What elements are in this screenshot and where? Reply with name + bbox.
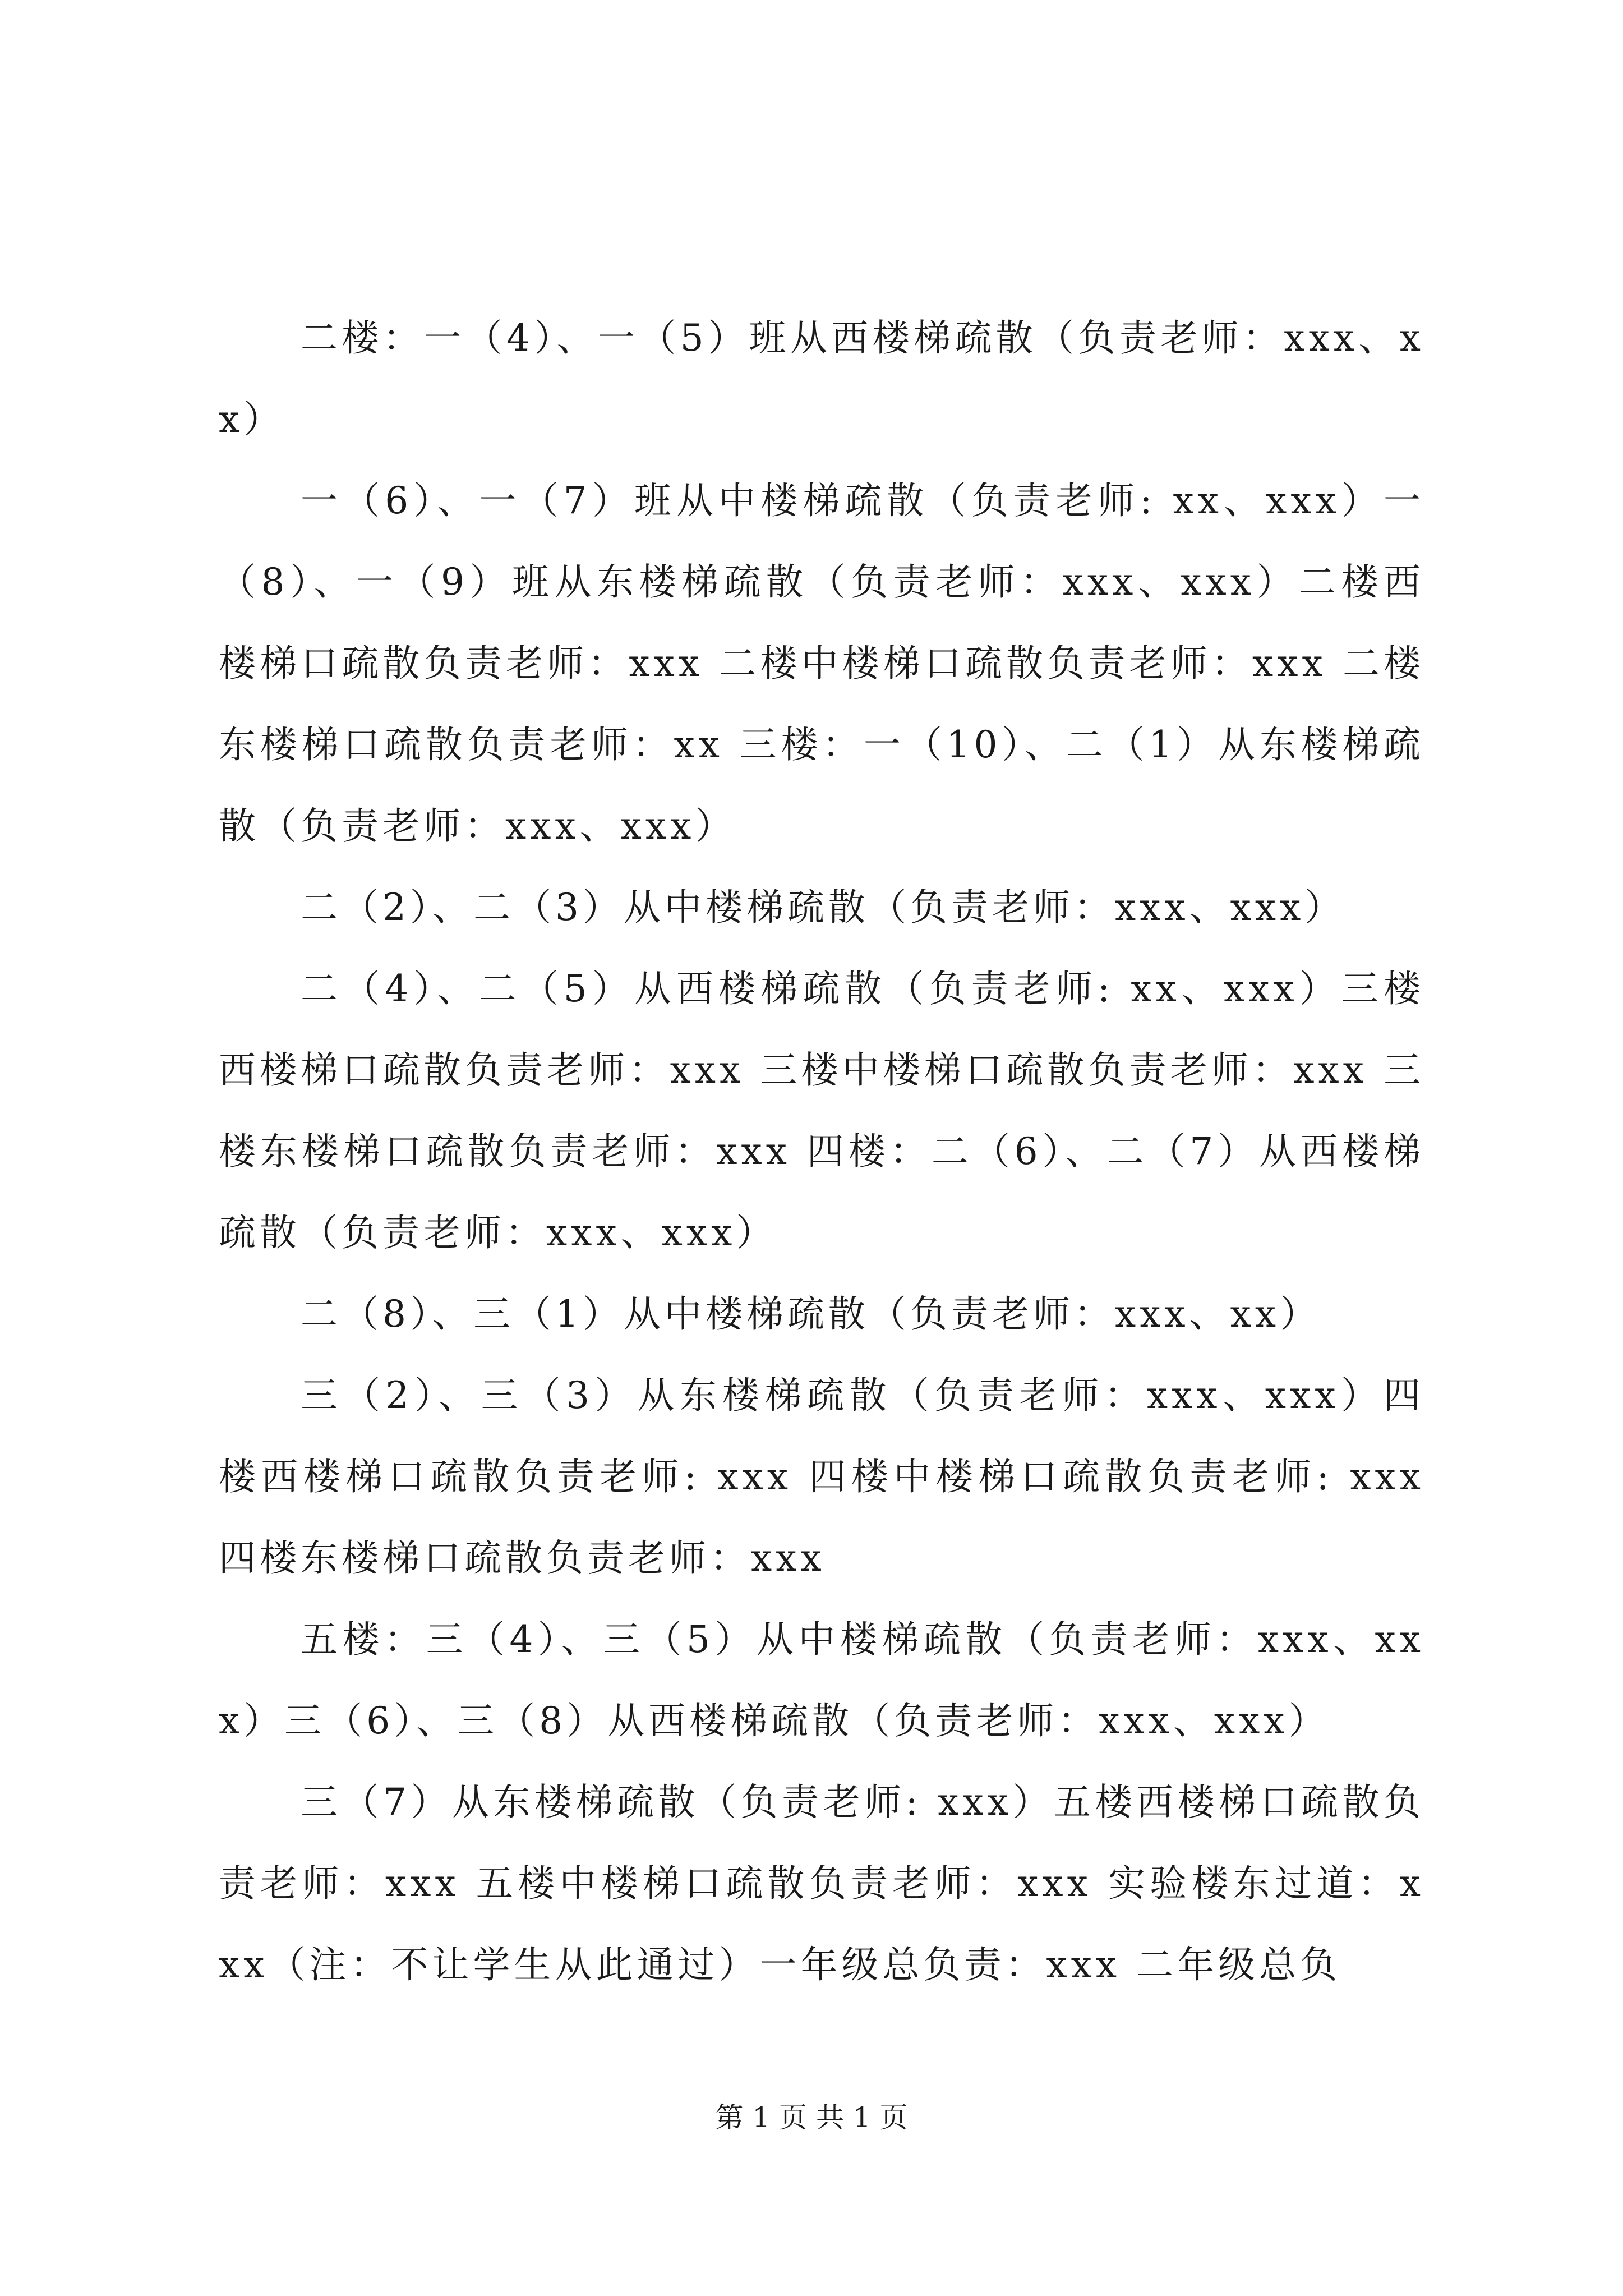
- page-footer: 第 1 页 共 1 页: [715, 2101, 908, 2134]
- paragraph: 三（2）、三（3）从东楼梯疏散（负责老师：xxx、xxx）四楼西楼梯口疏散负责老师: xxx 四楼中楼梯口疏散负责老师: xxx 四楼东楼梯口疏散负责老师：xxx: [219, 1374, 1424, 1580]
- paragraph: 二（2）、二（3）从中楼梯疏散（负责老师：xxx、xxx）: [301, 886, 1346, 929]
- paragraph: 二（8）、三（1）从中楼梯疏散（负责老师：xxx、xx）: [301, 1292, 1321, 1336]
- paragraph: 一（6）、一（7）班从中楼梯疏散（负责老师: xx、xxx）一（8）、一（9）班从东楼梯疏散（负责老师：xxx、xxx）二楼西楼梯口疏散负责老师：xxx 二楼中楼梯口疏散负责老师：xxx 二楼东楼梯口疏散负责老师：xx 三楼：一（10）、二（1）从东楼梯疏散（负责老师：xxx、xxx）: [219, 479, 1424, 848]
- paragraph: 五楼：三（4）、三（5）从中楼梯疏散（负责老师：xxx、xxx）三（6）、三（8）从西楼梯疏散（负责老师：xxx、xxx）: [219, 1618, 1424, 1742]
- paragraph: 三（7）从东楼梯疏散（负责老师: xxx）五楼西楼梯口疏散负责老师：xxx 五楼中楼梯口疏散负责老师：xxx 实验楼东过道：xxx（注：不让学生从此通过）一年级总负责：xxx 二年级总负: [219, 1780, 1424, 1986]
- paragraph: 二楼：一（4）、一（5）班从西楼梯疏散（负责老师：xxx、xx）: [219, 316, 1424, 441]
- paragraph: 二（4）、二（5）从西楼梯疏散（负责老师: xx、xxx）三楼西楼梯口疏散负责老师：xxx 三楼中楼梯口疏散负责老师：xxx 三楼东楼梯口疏散负责老师：xxx 四楼：二（6）、二（7）从西楼梯疏散（负责老师：xxx、xxx）: [219, 967, 1424, 1254]
- document-body: [219, 297, 1424, 2005]
